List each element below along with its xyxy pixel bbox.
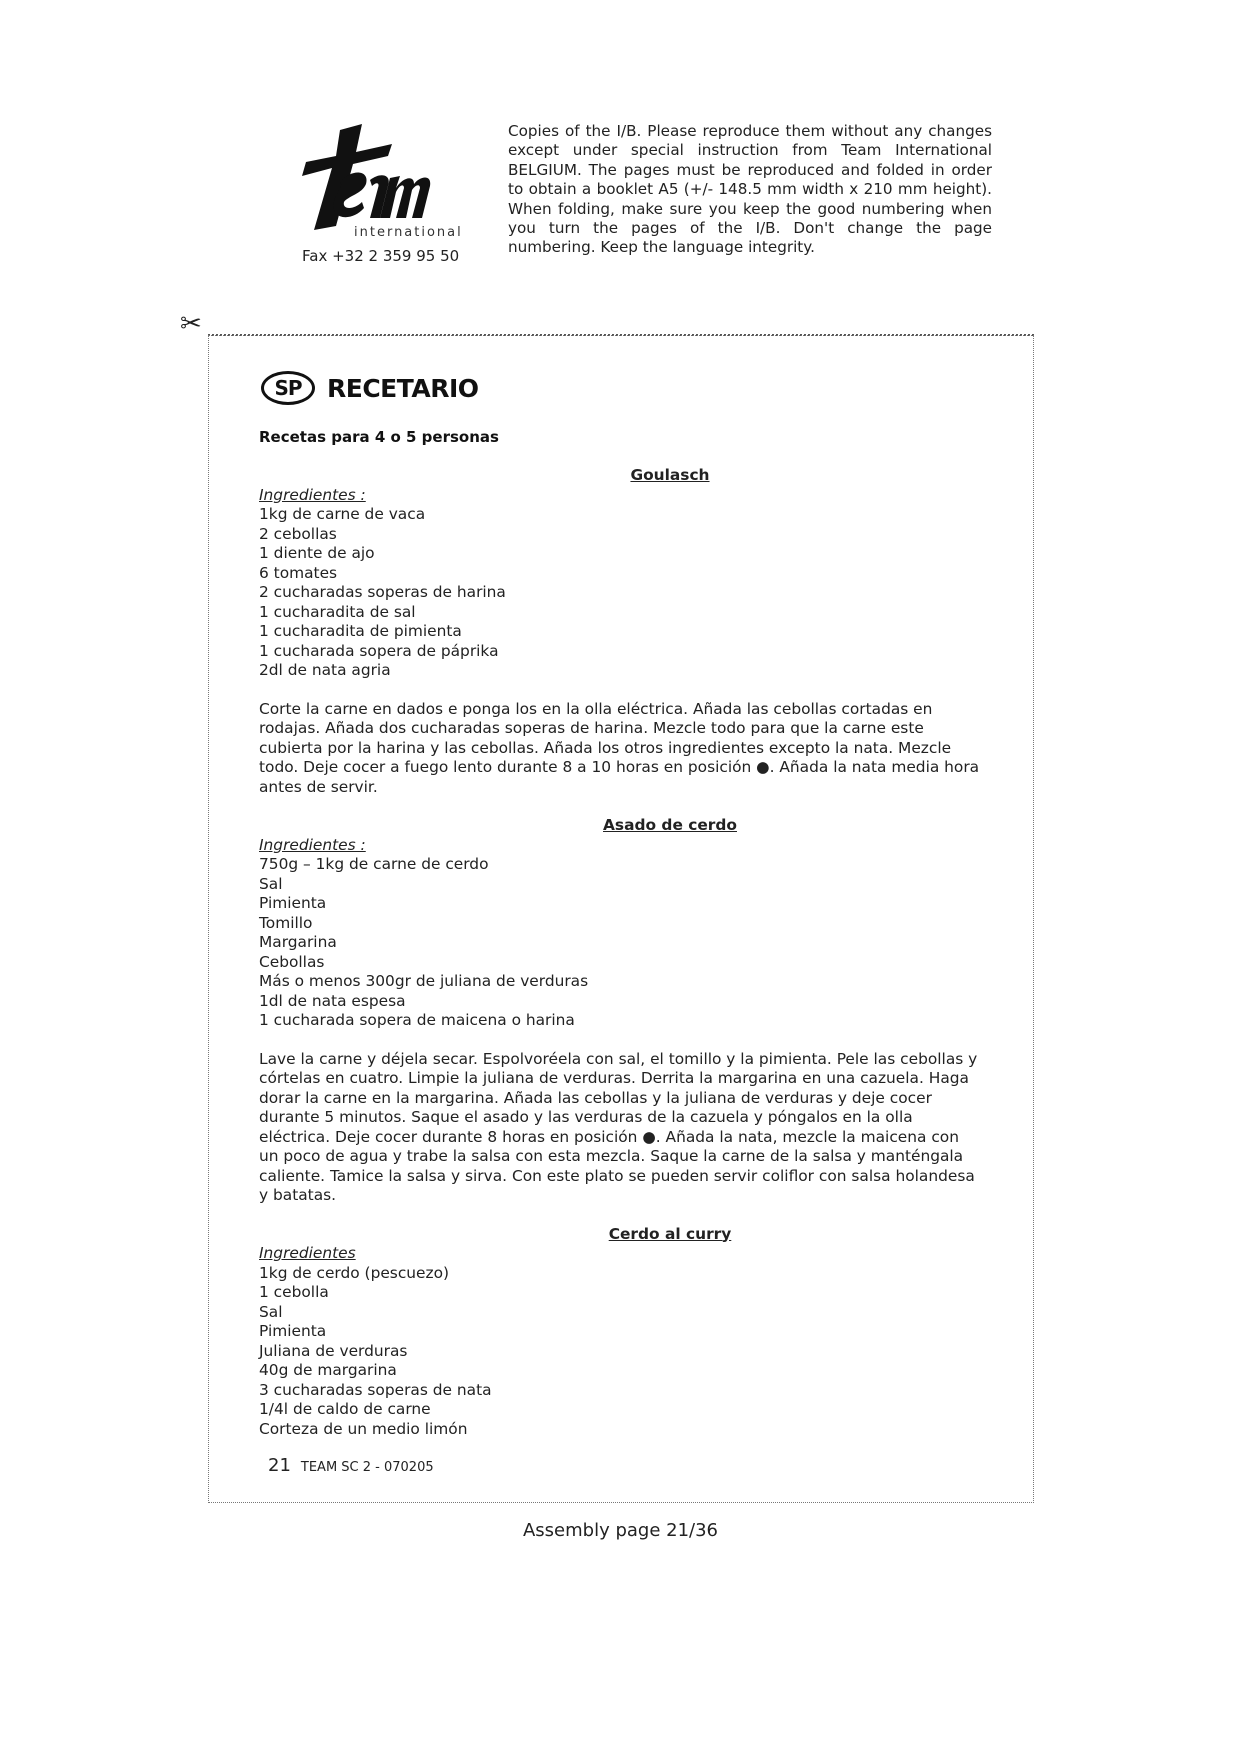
ingredient-item: 1 cucharadita de sal <box>259 602 416 621</box>
ingredient-list <box>259 505 981 681</box>
recipe-instructions: Corte la carne en dados e ponga los en la olla eléctrica. Añada las cebollas cortadas en rodajas. Añada dos cucharadas soperas de harina. Mezcle todo para que la carne este cubierta por la harina y las cebollas. Añada los otros ingredientes excepto la nata. Mezcle todo. Deje cocer a fuego lento durante 8 a 10 horas en posición ●. Añada la nata media hora antes de servir. <box>259 699 980 796</box>
language-badge: SP <box>261 371 315 405</box>
ingredient-list <box>259 855 981 1031</box>
ingredient-item: 2dl de nata agria <box>259 661 391 679</box>
team-international-logo <box>296 122 463 240</box>
ingredient-item: 1 cucharada sopera de páprika <box>259 641 499 660</box>
ingredient-item: Juliana de verduras <box>259 1341 408 1360</box>
recipe-title-goulasch: Goulasch <box>630 466 710 484</box>
assembly-page-label: Assembly page 21/36 <box>522 1520 719 1541</box>
ingredient-item: 40g de margarina <box>259 1361 397 1379</box>
ingredient-item: Margarina <box>259 933 337 951</box>
recipe-title-asado-de-cerdo: Asado de cerdo <box>603 816 737 834</box>
ingredient-item: 1 diente de ajo <box>259 544 375 562</box>
ingredient-item: 3 cucharadas soperas de nata <box>259 1380 492 1399</box>
ingredient-item: 1 cucharada sopera de maicena o harina <box>259 1011 575 1029</box>
scissors-icon: ✂ <box>180 309 202 339</box>
ingredient-item: Corteza de un medio limón <box>259 1419 468 1438</box>
ingredients-label: Ingredientes <box>259 1244 356 1262</box>
ingredient-item: Cebollas <box>259 952 325 971</box>
page-title: RECETARIO <box>327 373 479 403</box>
ingredient-item: 1kg de cerdo (pescuezo) <box>259 1263 450 1282</box>
page-number: 21 <box>268 1455 291 1476</box>
ingredient-item: 2 cucharadas soperas de harina <box>259 583 506 601</box>
recipe-title-cerdo-al-curry: Cerdo al curry <box>608 1224 732 1243</box>
ingredient-item: 1 cucharadita de pimienta <box>259 622 462 640</box>
ingredient-item: 1/4l de caldo de carne <box>259 1400 431 1418</box>
recipe-instructions: Lave la carne y déjela secar. Espolvoréela con sal, el tomillo y la pimienta. Pele las cebollas y córtelas en cuatro. Limpie la juliana de verduras. Derrita la margarina en una cazuela. Haga dorar la carne en la margarina. Añada las cebollas y la juliana de verduras y deje cocer durante 5 minutos. Saque el asado y las verduras de la cazuela y póngalos en la olla eléctrica. Deje cocer durante 8 horas en posición ●. Añada la nata, mezcle la maicena con un poco de agua y trabe la salsa con esta mezcla. Saque la carne de la salsa y manténgala caliente. Tamice la salsa y sirva. Con este plato se pueden servir coliflor con salsa holandesa y batatas. <box>259 1049 978 1204</box>
ingredient-item: Pimienta <box>259 894 327 912</box>
ingredient-item: 2 cebollas <box>259 524 337 543</box>
ingredient-item: Más o menos 300gr de juliana de verduras <box>259 972 589 990</box>
reproduction-instructions: Copies of the I/B. Please reproduce them without any changes except under special instruction from Team International BELGIUM. The pages must be reproduced and folded in order to obtain a booklet A5 (+/- 148.5 mm width x 210 mm height). When folding, make sure you keep the good numbering when you turn the pages of the I/B. Don't change the page numbering. Keep the language integrity. <box>508 122 992 257</box>
ingredient-item: 750g – 1kg de carne de cerdo <box>259 855 489 873</box>
ingredients-label: Ingredientes : <box>259 485 366 504</box>
ingredient-list <box>259 1264 981 1440</box>
ingredients-label: Ingredientes : <box>259 835 366 854</box>
ingredient-item: Tomillo <box>259 913 313 932</box>
ingredient-item: Sal <box>259 874 283 893</box>
document-code: TEAM SC 2 - 070205 <box>300 1460 434 1475</box>
ingredient-item: 1kg de carne de vaca <box>259 505 426 523</box>
servings-subtitle: Recetas para 4 o 5 personas <box>259 428 499 446</box>
ingredient-item: 1dl de nata espesa <box>259 991 406 1010</box>
ingredient-item: Sal <box>259 1302 283 1321</box>
ingredient-item: 6 tomates <box>259 563 338 582</box>
ingredient-item: 1 cebolla <box>259 1283 329 1301</box>
fax-number: Fax +32 2 359 95 50 <box>302 247 460 265</box>
recipes-content <box>259 466 981 1439</box>
page-heading <box>261 371 479 405</box>
ingredient-item: Pimienta <box>259 1322 327 1340</box>
svg-text:international: international <box>354 225 463 240</box>
booklet-footer <box>268 1455 434 1476</box>
